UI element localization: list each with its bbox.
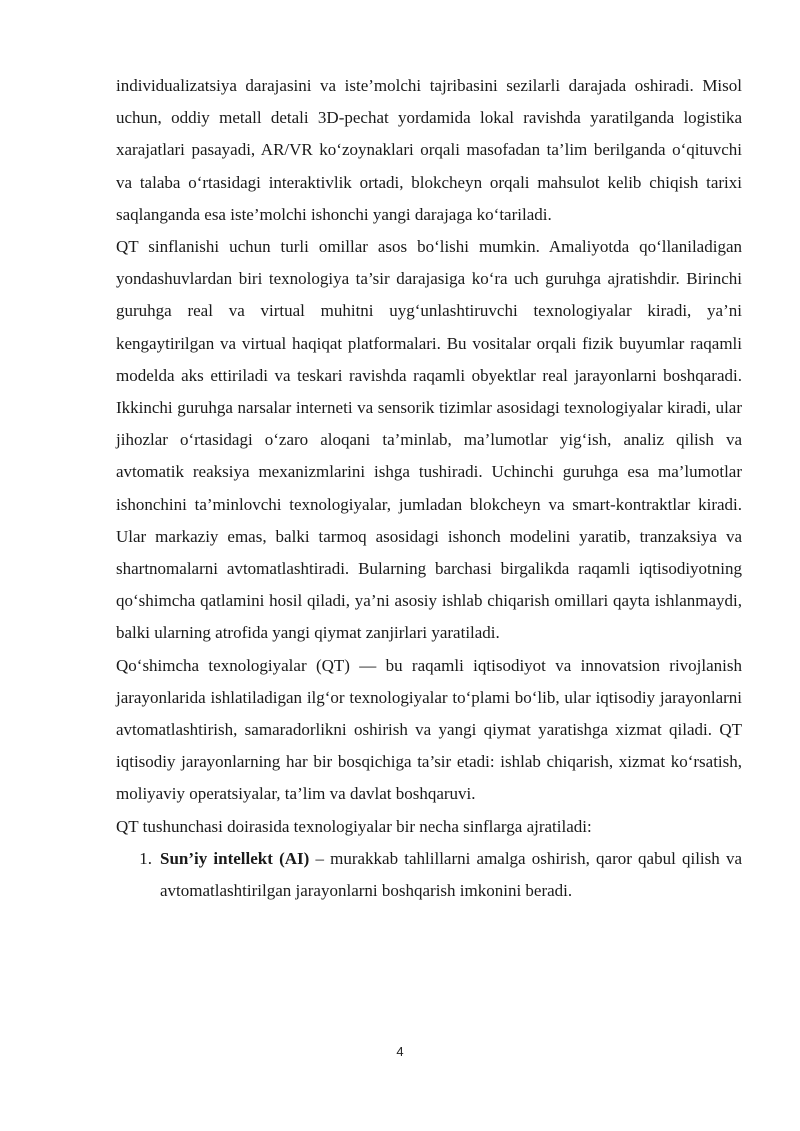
paragraph-qt-classes-intro: QT tushunchasi doirasida texnologiyalar bir necha sinflarga ajratiladi: (116, 816, 592, 836)
list-item-text: – murakkab tahlillarni amalga oshirish, qaror qabul qilish va avtomatlashtirilgan jarayonlarni boshqarish imkonini beradi. (160, 848, 742, 901)
page-number: 4 (396, 1044, 404, 1059)
paragraph-qt-classification: QT sinflanishi uchun turli omillar asos bo‘lishi mumkin. Amaliyotda qo‘llaniladigan yondashuvlardan biri texnologiya ta’sir darajasiga ko‘ra uch guruhga ajratishdir. Birinchi guruhga real va virtual muhitni uyg‘unlashtiruvchi texnologiyalar kiradi, ya’ni kengaytirilgan va virtual haqiqat platformalari. Bu vositalar orqali fizik buyumlar raqamli modelda aks ettiriladi va teskari ravishda raqamli obyektlar real jarayonlarni boshqaradi. Ikkinchi guruhga narsalar interneti va sensorik tizimlar asosidagi texnologiyalar kiradi, ular jihozlar o‘rtasidagi o‘zaro aloqani ta’minlab, ma’lumotlar yig‘ish, analiz qilish va avtomatik reaksiya mexanizmlarini ishga tushiradi. Uchinchi guruhga esa ma’lumotlar ishonchini ta’minlovchi texnologiyalar, jumladan blokcheyn va smart-kontraktlar kiradi. Ular markaziy emas, balki tarmoq asosidagi ishonch modelini yaratib, tranzaksiya va shartnomalarni avtomatlashtiradi. Bularning barchasi birgalikda raqamli iqtisodiyotning qo‘shimcha qatlamini hosil qiladi, ya’ni asosiy ishlab chiqarish omillari qayta ishlanmaydi, balki ularning atrofida yangi qiymat zanjirlari yaratiladi. (116, 237, 742, 643)
list-item-term: Sun’iy intellekt (AI) (160, 848, 310, 868)
paragraph-qt-definition: Qo‘shimcha texnologiyalar (QT) — bu raqamli iqtisodiyot va innovatsion rivojlanish jarayonlarida ishlatiladigan ilg‘or texnologiyalar to‘plami bo‘lib, ular iqtisodiy jarayonlarni avtomatlashtirish, samaradorlikni oshirish va yangi qiymat yaratishga xizmat qiladi. QT iqtisodiy jarayonlarning har bir bosqichiga ta’sir etadi: ishlab chiqarish, xizmat ko‘rsatish, moliyaviy operatsiyalar, ta’lim va davlat boshqaruvi. (116, 655, 742, 804)
list-item (116, 843, 742, 907)
page-body (116, 70, 742, 907)
list-item-number: 1. (139, 848, 152, 868)
technology-classes-list (116, 843, 742, 907)
paragraph-continuation: individualizatsiya darajasini va iste’molchi tajribasini sezilarli darajada oshiradi. Misol uchun, oddiy metall detali 3D-pechat yordamida lokal ravishda yaratilganda logistika xarajatlari pasayadi, AR/VR ko‘zoynaklari orqali masofadan ta’lim berilganda o‘qituvchi va talaba o‘rtasidagi interaktivlik ortadi, blokcheyn orqali mahsulot kelib chiqish tarixi saqlanganda esa iste’molchi ishonchi yangi darajaga ko‘tariladi. (116, 76, 742, 224)
